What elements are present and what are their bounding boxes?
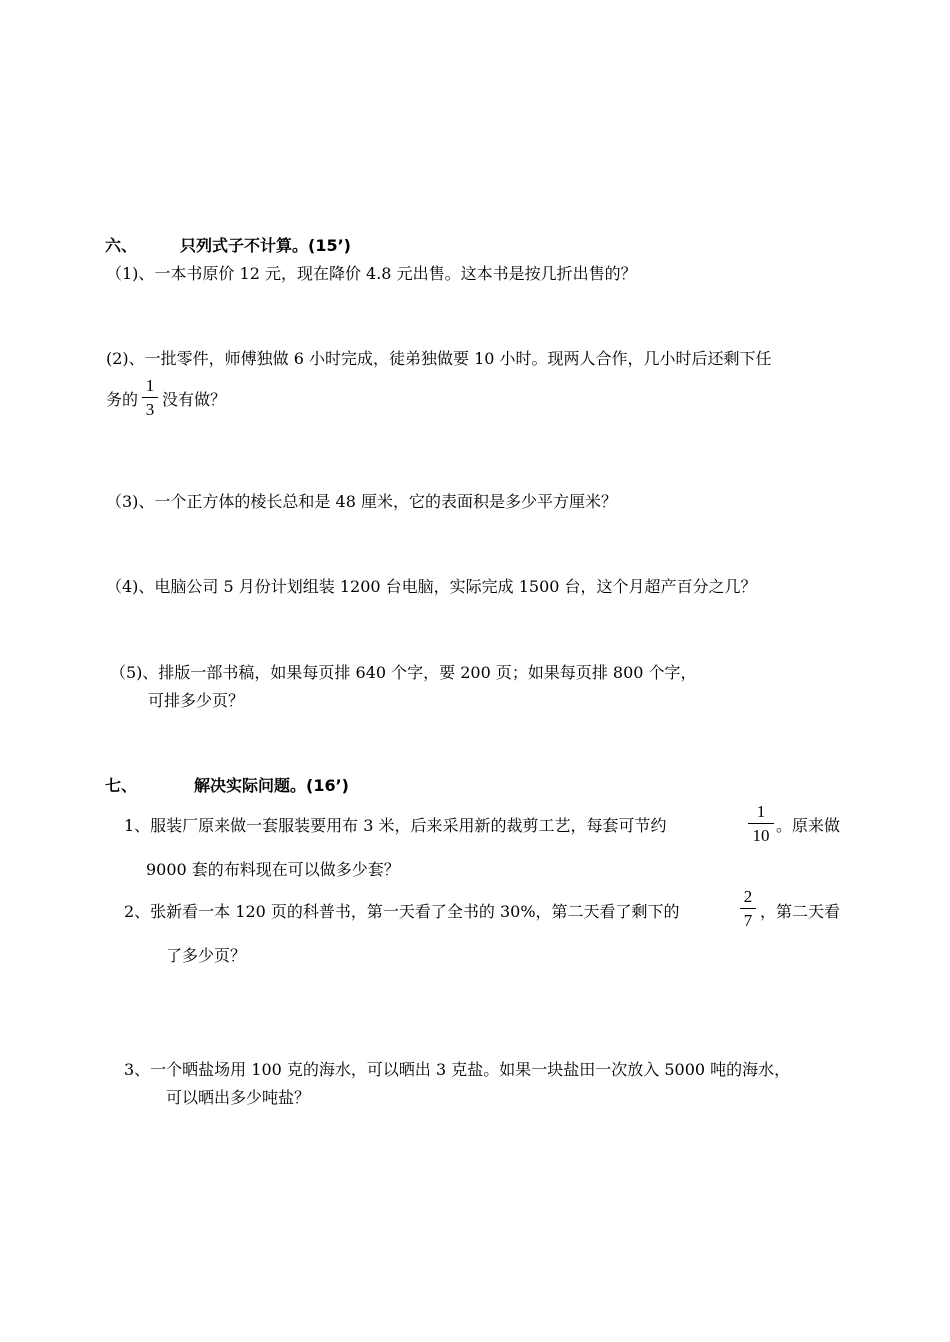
section6-title: 只列式子不计算。(15’) [180,236,351,255]
question-2-line1: (2)、一批零件，师傅独做 6 小时完成，徒弟独做要 10 小时。现两人合作，几小时后还剩下任 [106,349,772,368]
fraction-bar [748,823,774,824]
fraction-numerator: 1 [145,376,155,395]
fraction-bar [142,397,158,398]
problem-2-line1: 2、张新看一本 120 页的科普书，第一天看了全书的 30%，第二天看了剩下的 [124,902,680,921]
fraction-numerator: 2 [743,887,753,906]
question-2-suffix: 没有做？ [162,390,227,409]
problem-1-line1: 1、服装厂原来做一套服装要用布 3 米，后来采用新的裁剪工艺，每套可节约 [124,816,667,835]
fraction-one-tenth [748,802,774,846]
question-5-line1: （5)、排版一部书稿，如果每页排 640 个字，要 200 页；如果每页排 800 个字， [110,663,697,682]
fraction-denominator: 7 [743,911,753,930]
problem-1-line2: 9000 套的布料现在可以做多少套？ [146,860,400,879]
question-1: （1)、一本书原价 12 元，现在降价 4.8 元出售。这本书是按几折出售的？ [106,264,637,283]
fraction-denominator: 10 [752,826,770,845]
question-4: （4)、电脑公司 5 月份计划组装 1200 台电脑，实际完成 1500 台，这个月超产百分之几？ [106,577,757,596]
question-3: （3)、一个正方体的棱长总和是 48 厘米，它的表面积是多少平方厘米？ [106,492,617,511]
fraction-two-sevenths [740,887,756,931]
section6-number: 六、 [105,236,138,255]
question-2-prefix: 务的 [106,390,139,409]
fraction-denominator: 3 [145,400,155,419]
fraction-bar [740,908,756,909]
problem-2-tail: ，第二天看 [760,902,841,921]
problem-1-tail: 。原来做 [776,816,841,835]
section7-title: 解决实际问题。(16’) [194,776,349,795]
problem-3-line2: 可以晒出多少吨盐？ [166,1088,311,1107]
question-5-line2: 可排多少页？ [148,691,245,710]
problem-3-line1: 3、一个晒盐场用 100 克的海水，可以晒出 3 克盐。如果一块盐田一次放入 5000 吨的海水， [124,1060,791,1079]
fraction-one-third [142,376,158,420]
fraction-numerator: 1 [756,802,766,821]
section7-number: 七、 [105,776,138,795]
problem-2-line2: 了多少页？ [166,946,247,965]
